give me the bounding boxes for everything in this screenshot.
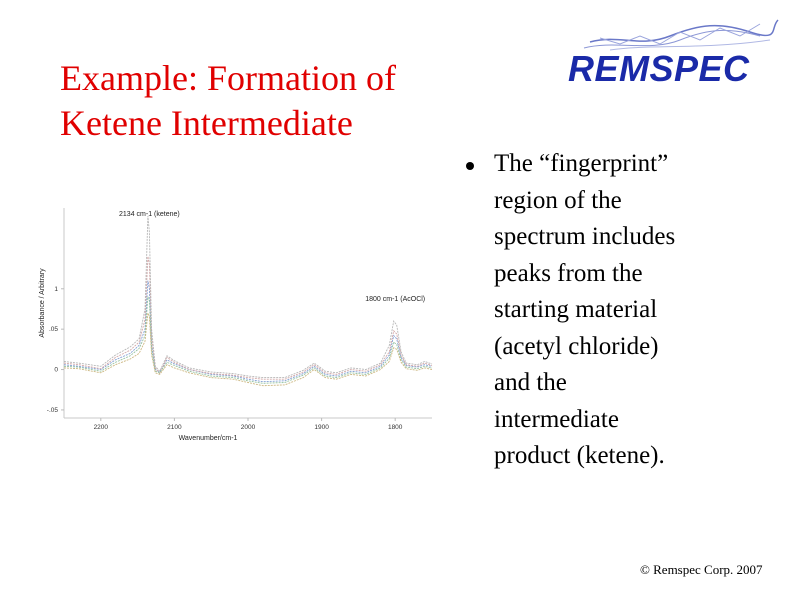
- bullet-dot-icon: [466, 162, 474, 170]
- y-tick-label: -.05: [46, 406, 58, 414]
- bullet-line: product (ketene).: [494, 442, 665, 469]
- peak-annotation: 1800 cm-1 (AcOCl): [365, 295, 426, 303]
- spectrum-series-line: [64, 313, 432, 386]
- bullet-line: starting material: [494, 296, 658, 323]
- copyright-footer: © Remspec Corp. 2007: [640, 562, 763, 577]
- y-tick-label: 1: [54, 285, 58, 293]
- bullet-line: intermediate: [494, 405, 619, 433]
- bullet-line: (acetyl chloride): [494, 332, 659, 360]
- y-tick-label: .05: [48, 326, 58, 334]
- x-tick-label: 1800: [387, 424, 403, 431]
- bullet-line: region of the: [494, 186, 622, 214]
- x-tick-label: 2200: [93, 424, 109, 431]
- x-tick-label: 2000: [240, 424, 256, 431]
- bullet-text: [494, 146, 754, 475]
- slide-title-line-2: Ketene Intermediate: [60, 103, 353, 143]
- y-tick-label: 0: [54, 366, 58, 374]
- bullet-line: and the: [494, 369, 567, 396]
- remspec-logo: [560, 14, 782, 94]
- bullet-line: The “fingerprint”: [494, 150, 669, 177]
- slide-title-line-1: Example: Formation of: [60, 58, 396, 98]
- x-tick-label: 1900: [314, 424, 329, 431]
- peak-annotation: 2134 cm-1 (ketene): [119, 211, 180, 219]
- bullet-line: peaks from the: [494, 259, 643, 287]
- logo-text: REMSPEC: [568, 48, 750, 89]
- y-axis-label: Absorbance / Arbitrary: [39, 268, 46, 338]
- spectrum-series-line: [64, 297, 432, 384]
- slide-title: [60, 56, 480, 146]
- x-tick-label: 2100: [167, 424, 182, 431]
- bullet-line: spectrum includes: [494, 223, 676, 250]
- x-axis-label: Wavenumber/cm-1: [178, 435, 238, 442]
- chart-svg: [34, 200, 438, 444]
- ir-spectrum-chart: [34, 200, 438, 444]
